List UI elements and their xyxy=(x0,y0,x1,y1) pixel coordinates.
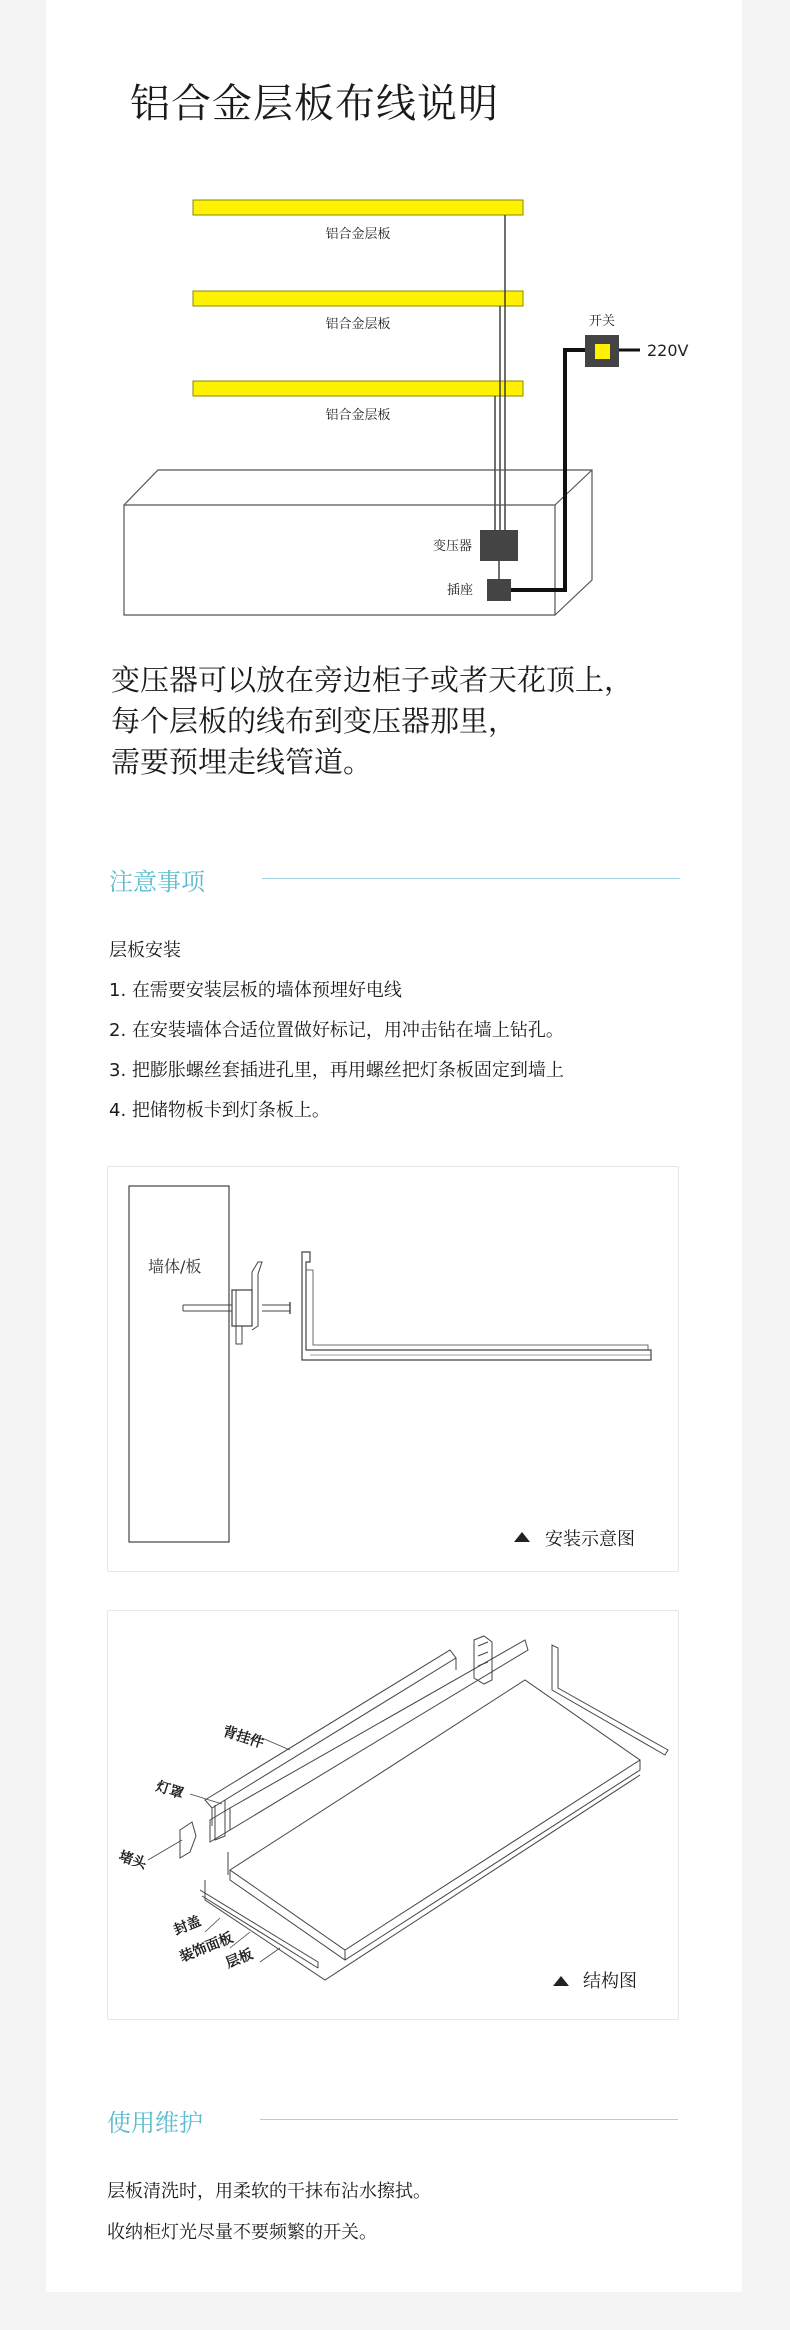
decor-panel-label: 装饰面板 xyxy=(177,1929,236,1966)
notice-step-1: 1. 在需要安装层板的墙体预埋好电线 xyxy=(109,980,402,1001)
shelf-bar-1 xyxy=(193,200,523,215)
notice-subtitle: 层板安装 xyxy=(109,940,181,961)
structure-caption-text: 结构图 xyxy=(583,1971,637,1992)
notice-section-divider xyxy=(262,878,680,879)
voltage-label: 220V xyxy=(647,341,689,360)
install-diagram xyxy=(107,1166,679,1572)
shelf-label-3: 铝合金层板 xyxy=(325,408,391,423)
shelf-layer-label: 层板 xyxy=(223,1946,256,1972)
seal-cover-label: 封盖 xyxy=(171,1913,204,1939)
maintenance-section-divider xyxy=(260,2119,678,2120)
wall-label: 墙体/板 xyxy=(148,1257,202,1276)
install-diagram-caption xyxy=(545,1525,635,1551)
wiring-diagram xyxy=(110,190,700,620)
maintenance-line-1: 层板清洗时，用柔软的干抹布沾水擦拭。 xyxy=(107,2181,431,2202)
transformer-box xyxy=(480,530,518,561)
back-hanger-label: 背挂件 xyxy=(220,1723,266,1752)
maintenance-line-2: 收纳柜灯光尽量不要频繁的开关。 xyxy=(107,2222,377,2243)
shelf-bar-3 xyxy=(193,381,523,396)
shelf-label-1: 铝合金层板 xyxy=(325,227,391,242)
intro-line-3: 需要预埋走线管道。 xyxy=(111,745,373,779)
structure-diagram xyxy=(107,1610,679,2020)
shelf-label-2: 铝合金层板 xyxy=(325,317,391,332)
notice-step-4: 4. 把储物板卡到灯条板上。 xyxy=(109,1100,330,1121)
notice-step-2: 2. 在安装墙体合适位置做好标记，用冲击钻在墙上钻孔。 xyxy=(109,1020,564,1041)
shelf-bar-2 xyxy=(193,291,523,306)
lamp-cover-label: 灯罩 xyxy=(153,1778,186,1803)
install-caption-text: 安装示意图 xyxy=(545,1529,635,1550)
socket-box xyxy=(487,579,511,601)
structure-diagram-caption xyxy=(583,1967,637,1993)
switch-label: 开关 xyxy=(588,314,616,329)
intro-line-2: 每个层板的线布到变压器那里， xyxy=(111,704,518,738)
page-title: 铝合金层板布线说明 xyxy=(130,81,499,127)
maintenance-section-title: 使用维护 xyxy=(107,2109,203,2137)
transformer-label: 变压器 xyxy=(432,539,472,554)
intro-line-1: 变压器可以放在旁边柜子或者天花顶上， xyxy=(111,663,634,697)
intro-paragraph xyxy=(111,660,633,783)
notice-section-title: 注意事项 xyxy=(109,868,205,896)
notice-step-3: 3. 把膨胀螺丝套插进孔里，再用螺丝把灯条板固定到墙上 xyxy=(109,1060,564,1081)
wall-panel xyxy=(129,1186,229,1542)
end-cap-label: 堵头 xyxy=(116,1848,149,1873)
socket-label: 插座 xyxy=(446,583,473,598)
cabinet-box xyxy=(124,470,592,615)
